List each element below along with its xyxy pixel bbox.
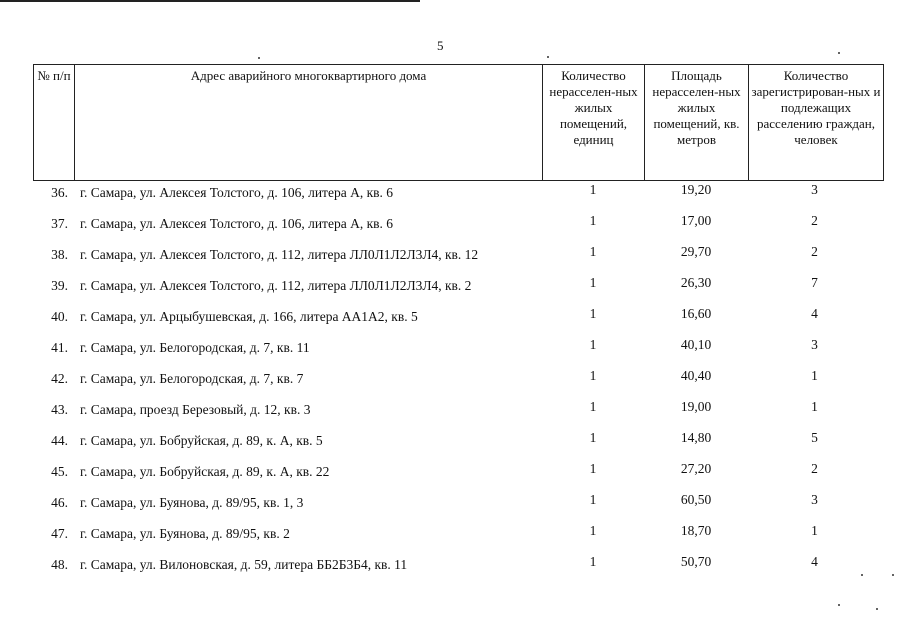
- row-area: 40,40: [680, 368, 712, 383]
- row-address: г. Самара, ул. Белогородская, д. 7, кв. 7: [80, 371, 304, 386]
- table-row: [33, 428, 881, 459]
- page-number: 5: [437, 38, 444, 53]
- row-area: 19,00: [680, 399, 712, 414]
- row-count: 1: [589, 182, 597, 197]
- row-area: 50,70: [680, 554, 712, 569]
- table-row: [33, 521, 881, 552]
- table-row: [33, 459, 881, 490]
- row-number: 47.: [51, 526, 68, 541]
- row-count: 1: [589, 523, 597, 538]
- row-area: 17,00: [680, 213, 712, 228]
- row-people: 3: [811, 492, 818, 507]
- table-row: [33, 335, 881, 366]
- row-area: 18,70: [680, 523, 712, 538]
- row-count: 1: [589, 275, 597, 290]
- table-row: [33, 211, 881, 242]
- scan-speck: [876, 608, 878, 610]
- row-people: 4: [811, 306, 818, 321]
- row-address: г. Самара, ул. Бобруйская, д. 89, к. А, кв. 5: [80, 433, 323, 448]
- row-area: 60,50: [680, 492, 712, 507]
- scan-speck: [258, 57, 260, 59]
- row-people: 3: [811, 337, 818, 352]
- row-number: 42.: [51, 371, 68, 386]
- row-area: 16,60: [680, 306, 712, 321]
- scan-speck: [838, 52, 840, 54]
- header-num: № п/п: [34, 65, 75, 181]
- row-people: 7: [811, 275, 818, 290]
- table-row: [33, 366, 881, 397]
- table-row: [33, 490, 881, 521]
- row-area: 40,10: [680, 337, 712, 352]
- row-number: 37.: [51, 216, 68, 231]
- row-number: 39.: [51, 278, 68, 293]
- row-people: 3: [811, 182, 818, 197]
- row-address: г. Самара, ул. Арцыбушевская, д. 166, литера АА1А2, кв. 5: [80, 309, 418, 324]
- row-address: г. Самара, ул. Буянова, д. 89/95, кв. 2: [80, 526, 290, 541]
- row-people: 1: [811, 399, 818, 414]
- row-people: 4: [811, 554, 818, 569]
- row-number: 46.: [51, 495, 68, 510]
- row-people: 1: [811, 368, 818, 383]
- row-number: 41.: [51, 340, 68, 355]
- row-count: 1: [589, 492, 597, 507]
- header-count: Количество нерасселен-ных жилых помещений, единиц: [543, 65, 645, 181]
- row-address: г. Самара, ул. Бобруйская, д. 89, к. А, кв. 22: [80, 464, 330, 479]
- table-body: [33, 180, 881, 583]
- row-address: г. Самара, ул. Алексея Толстого, д. 106, литера А, кв. 6: [80, 216, 393, 231]
- row-number: 36.: [51, 185, 68, 200]
- row-number: 45.: [51, 464, 68, 479]
- row-people: 1: [811, 523, 818, 538]
- row-number: 48.: [51, 557, 68, 572]
- row-address: г. Самара, ул. Алексея Толстого, д. 106, литера А, кв. 6: [80, 185, 393, 200]
- row-address: г. Самара, проезд Березовый, д. 12, кв. 3: [80, 402, 311, 417]
- row-count: 1: [589, 368, 597, 383]
- row-area: 19,20: [680, 182, 712, 197]
- scan-speck: [547, 56, 549, 58]
- row-people: 5: [811, 430, 818, 445]
- row-people: 2: [811, 213, 818, 228]
- row-people: 2: [811, 244, 818, 259]
- row-count: 1: [589, 306, 597, 321]
- row-count: 1: [589, 461, 597, 476]
- row-count: 1: [589, 399, 597, 414]
- row-address: г. Самара, ул. Белогородская, д. 7, кв. 11: [80, 340, 310, 355]
- row-area: 29,70: [680, 244, 712, 259]
- table-header: [33, 64, 884, 181]
- row-number: 40.: [51, 309, 68, 324]
- row-count: 1: [589, 430, 597, 445]
- table-row: [33, 273, 881, 304]
- header-area: Площадь нерасселен-ных жилых помещений, кв. метров: [645, 65, 749, 181]
- row-count: 1: [589, 337, 597, 352]
- table-row: [33, 397, 881, 428]
- table-row: [33, 180, 881, 211]
- row-people: 2: [811, 461, 818, 476]
- top-rule: [0, 0, 420, 2]
- row-number: 43.: [51, 402, 68, 417]
- row-area: 14,80: [680, 430, 712, 445]
- row-address: г. Самара, ул. Алексея Толстого, д. 112, литера ЛЛ0Л1Л2Л3Л4, кв. 2: [80, 278, 472, 293]
- row-address: г. Самара, ул. Алексея Толстого, д. 112, литера ЛЛ0Л1Л2Л3Л4, кв. 12: [80, 247, 479, 262]
- row-area: 27,20: [680, 461, 712, 476]
- row-count: 1: [589, 244, 597, 259]
- table-row: [33, 304, 881, 335]
- row-address: г. Самара, ул. Буянова, д. 89/95, кв. 1, 3: [80, 495, 304, 510]
- scan-speck: [838, 604, 840, 606]
- row-number: 44.: [51, 433, 68, 448]
- header-people: Количество зарегистрирован-ных и подлежащих расселению граждан, человек: [749, 65, 884, 181]
- row-area: 26,30: [680, 275, 712, 290]
- table-row: [33, 552, 881, 583]
- row-number: 38.: [51, 247, 68, 262]
- header-address: Адрес аварийного многоквартирного дома: [75, 65, 543, 181]
- row-count: 1: [589, 213, 597, 228]
- row-count: 1: [589, 554, 597, 569]
- row-address: г. Самара, ул. Вилоновская, д. 59, литера ББ2Б3Б4, кв. 11: [80, 557, 408, 572]
- table-row: [33, 242, 881, 273]
- scan-speck: [892, 574, 894, 576]
